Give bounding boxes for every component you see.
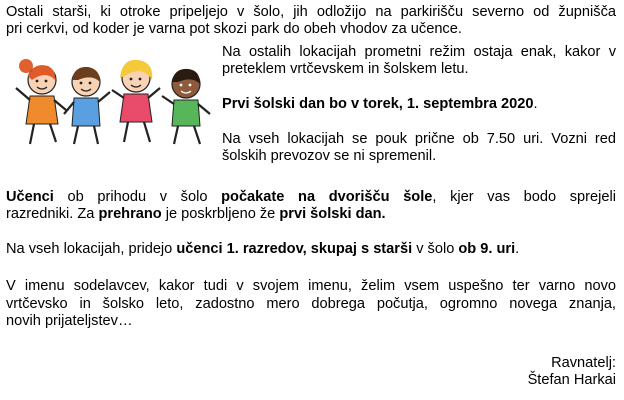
first-school-day-bold: Prvi šolski dan bo v torek, 1. septembra 2020 [222, 96, 534, 112]
first-graders-text-3: . [515, 241, 520, 257]
paragraph-parking-line-2: pri cerkvi, od koder je varna pot skozi park do obeh vhodov za učence. [6, 21, 462, 37]
child-figure-4 [162, 69, 210, 144]
paragraph-wishes-line-2: vrtčevsko in šolsko leto, zadostno mero dobrega počutja, ogromno novega znanja, [6, 296, 616, 312]
first-school-day-line [222, 96, 538, 113]
paragraph-parking-line-1: Ostali starši, ki otroke pripeljejo v šolo, jih odložijo na parkirišču severno od župnišča [6, 4, 616, 20]
arrival-text-3: razredniki. Za [6, 206, 99, 222]
arrival-bold-first-day: prvi šolski dan. [279, 206, 386, 222]
first-graders-text-1: Na vseh lokacijah, pridejo [6, 241, 177, 257]
paragraph-schedule-line-1: Na vseh lokacijah se pouk prične ob 7.50 uri. Vozni red [222, 131, 616, 147]
first-graders-text-2: v šolo [412, 241, 459, 257]
arrival-bold-meals: prehrano [98, 206, 162, 222]
paragraph-arrival-line-1 [6, 189, 616, 206]
signature-name: Štefan Harkai [527, 372, 616, 388]
signature-role: Ravnatelj: [551, 355, 616, 371]
first-school-day-period: . [533, 96, 538, 112]
arrival-text-1: ob prihodu v šolo [53, 189, 222, 205]
first-graders-bold-1: učenci 1. razredov, skupaj s starši [176, 241, 413, 257]
paragraph-wishes-line-1: V imenu sodelavcev, kakor tudi v svojem imenu, želim vsem uspešno ter varno novo [6, 278, 616, 294]
paragraph-wishes-line-3: novih prijateljstev… [6, 313, 133, 329]
child-figure-1 [16, 59, 66, 144]
arrival-text-4: je poskrbljeno že [161, 206, 280, 222]
arrival-bold-courtyard: počakate na dvorišču šole [221, 189, 433, 205]
arrival-text-2: , kjer vas bodo sprejeli [432, 189, 616, 205]
paragraph-traffic-line-2: preteklem vrtčevskem in šolskem letu. [222, 61, 469, 77]
arrival-bold-students: Učenci [6, 189, 54, 205]
paragraph-first-graders [6, 241, 519, 258]
paragraph-traffic-line-1: Na ostalih lokacijah prometni režim ostaja enak, kakor v [222, 44, 616, 60]
paragraph-arrival-line-2 [6, 206, 386, 223]
child-figure-2 [64, 67, 110, 144]
child-figure-3 [112, 60, 160, 142]
children-illustration [12, 52, 216, 148]
paragraph-schedule-line-2: šolskih prevozov se ni spremenil. [222, 148, 437, 164]
first-graders-bold-2: ob 9. uri [458, 241, 516, 257]
